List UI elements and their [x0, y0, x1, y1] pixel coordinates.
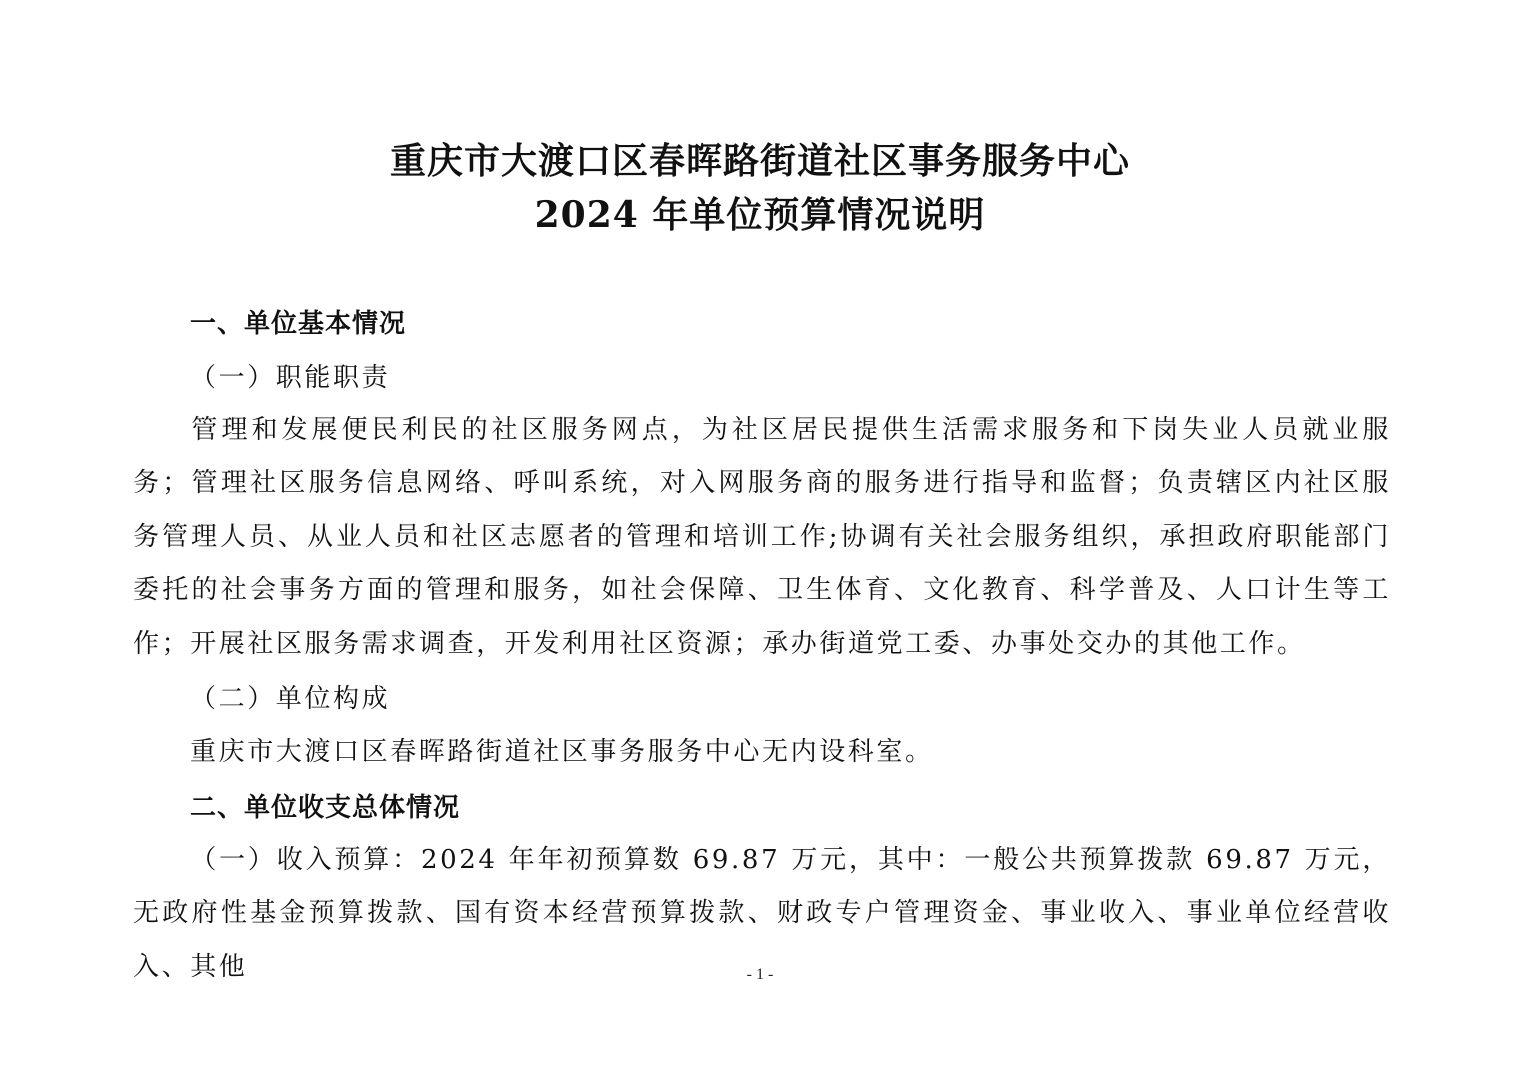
section-1-subheading-2: （二）单位构成: [190, 684, 391, 714]
section-1-paragraph-2: [133, 726, 1391, 779]
document-title-line-1: 重庆市大渡口区春晖路街道社区事务服务中心: [389, 140, 1130, 182]
document-title-line-2: 2024 年单位预算情况说明: [534, 194, 986, 236]
section-1-paragraph-1-text: 管理和发展便民利民的社区服务网点，为社区居民提供生活需求服务和下岗失业人员就业服务；管理社区服务信息网络、呼叫系统，对入网服务商的服务进行指导和监督；负责辖区内社区服务管理人员、从业人员和社区志愿者的管理和培训工作;协调有关社会服务组织，承担政府职能部门委托的社会事务方面的管理和服务，如社会保障、卫生体育、文化教育、科学普及、人口计生等工作；开展社区服务需求调查，开发利用社区资源；承办街道党工委、办事处交办的其他工作。: [133, 415, 1391, 659]
section-1-subheading-1: （一）职能职责: [190, 363, 391, 393]
section-1-paragraph-2-text: 重庆市大渡口区春晖路街道社区事务服务中心无内设科室。: [190, 737, 934, 767]
section-2-paragraph-1-text: （一）收入预算：2024 年年初预算数 69.87 万元，其中：一般公共预算拨款 69.87 万元，无政府性基金预算拨款、国有资本经营预算拨款、财政专户管理资金、事业收入、事业单位经营收入、其他: [133, 845, 1391, 982]
section-2-heading: 二、单位收支总体情况: [190, 793, 461, 823]
page-number: - 1 -: [746, 966, 774, 983]
section-1-heading: 一、单位基本情况: [190, 309, 407, 339]
section-1-paragraph-1: [133, 404, 1391, 671]
